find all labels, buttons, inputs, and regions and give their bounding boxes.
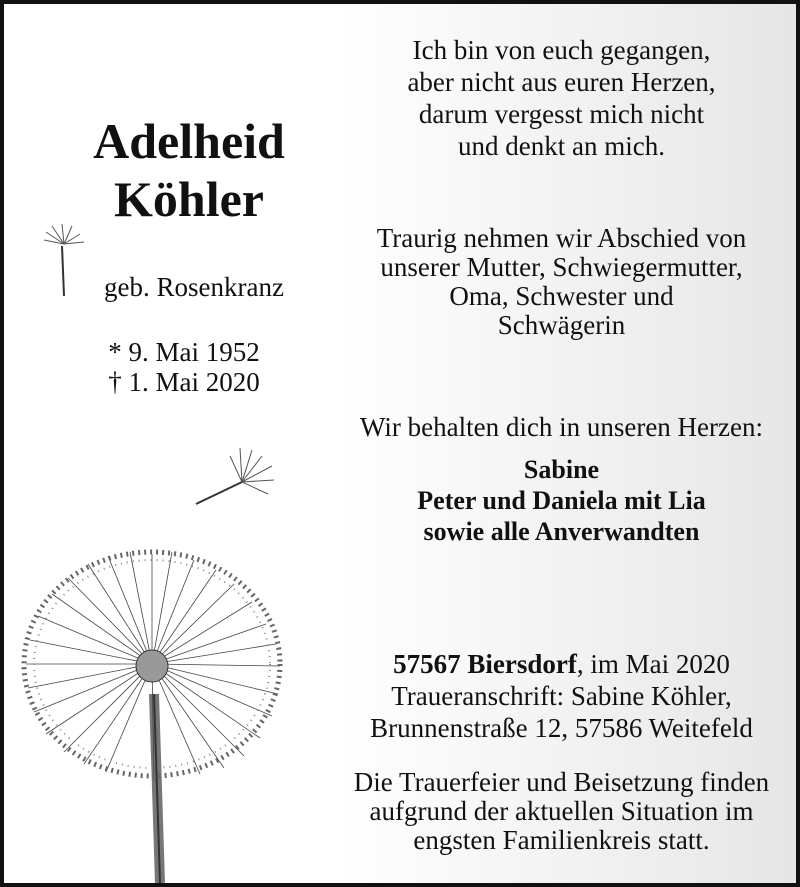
farewell-line: Traurig nehmen wir Abschied von [376,223,747,253]
mourner-line: Peter und Daniela mit Lia [417,486,706,515]
address-street: Brunnenstraße 12, 57586 Weitefeld [370,713,753,743]
poem-line: und denkt an mich. [458,131,665,161]
address-contact: Traueranschrift: Sabine Köhler, [391,681,732,711]
deceased-name [44,112,334,228]
ceremony-line: engsten Familienkreis statt. [413,825,710,855]
keep-in-hearts: Wir behalten dich in unseren Herzen: [360,412,763,442]
death-date: † 1. Mai 2020 [108,367,260,397]
ceremony-notice [339,768,784,855]
life-dates [44,337,324,397]
mourner-line: sowie alle Anverwandten [423,517,700,546]
mourning-address [339,648,784,744]
poem-line: aber nicht aus euren Herzen, [407,67,716,97]
poem [339,34,784,162]
birth-name: geb. Rosenkranz [104,272,284,302]
poem-line: Ich bin von euch gegangen, [412,35,711,65]
last-name: Köhler [114,171,264,227]
farewell-text [339,224,784,340]
mourners-list [339,454,784,547]
farewell-line: Schwägerin [497,310,626,340]
mourner-line: Sabine [523,455,600,484]
place: 57567 Biersdorf [393,649,577,679]
farewell-line: Oma, Schwester und [449,281,674,311]
dandelion-icon [24,552,280,883]
ceremony-line: Die Trauerfeier und Beisetzung finden [353,767,770,797]
first-name: Adelheid [93,113,285,169]
farewell-line: unserer Mutter, Schwiegermutter, [380,252,743,282]
poem-line: darum vergesst mich nicht [418,99,705,129]
birth-date: * 9. Mai 1952 [108,337,260,367]
place-date [339,648,784,680]
ceremony-line: aufgrund der aktuellen Situation im [369,796,754,826]
flying-seed-icon [44,224,84,296]
date-suffix: , im Mai 2020 [576,649,730,679]
flying-seed-icon [196,448,274,504]
